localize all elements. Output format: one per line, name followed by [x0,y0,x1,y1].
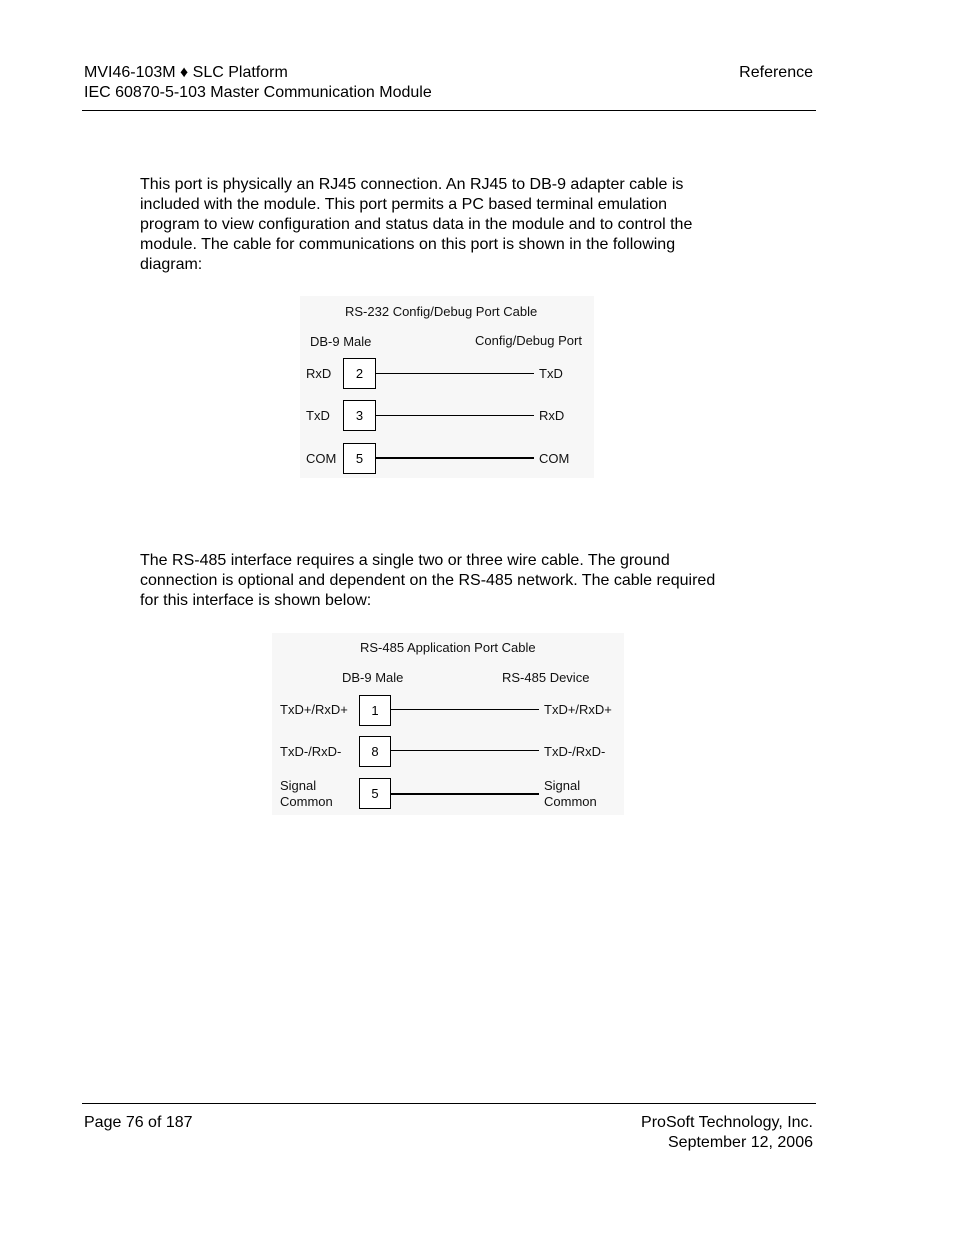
footer-page-number: Page 76 of 187 [84,1114,193,1131]
paragraph-line: included with the module. This port permits a PC based terminal emulation [140,196,668,213]
pin-box: 1 [359,695,391,726]
diagram-title: RS-232 Config/Debug Port Cable [345,304,538,319]
pin-signal-left-line1: Signal [280,778,317,793]
header-product: MVI46-103M ♦ SLC Platform [84,64,288,81]
wire-line [391,750,539,751]
paragraph-line: connection is optional and dependent on the RS-485 network. The cable required [140,572,716,589]
wire-line [391,793,539,795]
diagram-left-header: DB-9 Male [342,670,404,685]
footer-date: September 12, 2006 [668,1134,813,1151]
pin-box: 5 [359,778,391,809]
pin-box: 2 [343,358,376,389]
pin-signal-right-line1: Signal [544,778,581,793]
pin-box: 3 [343,400,376,431]
footer-company: ProSoft Technology, Inc. [641,1114,813,1131]
paragraph-line: module. The cable for communications on this port is shown in the following [140,236,676,253]
diagram-right-header: Config/Debug Port [475,333,582,348]
pin-signal-right-line2: Common [544,794,597,809]
pin-box: 5 [343,443,376,474]
paragraph-line: program to view configuration and status data in the module and to control the [140,216,693,233]
wire-line [376,415,534,416]
pin-signal-left: TxD [306,408,330,423]
diagram-left-header: DB-9 Male [310,334,372,349]
pin-signal-right: TxD+/RxD+ [544,702,612,717]
header-module: IEC 60870-5-103 Master Communication Module [84,84,432,101]
rs232-cable-diagram [300,296,594,478]
paragraph-line: diagram: [140,256,203,273]
paragraph-rs232 [140,175,780,275]
diagram-title: RS-485 Application Port Cable [360,640,536,655]
pin-signal-left: RxD [306,366,332,381]
pin-signal-left: COM [306,451,337,466]
pin-signal-left: TxD+/RxD+ [280,702,348,717]
pin-signal-right: TxD-/RxD- [544,744,606,759]
footer-rule [82,1103,816,1104]
diagram-right-header: RS-485 Device [502,670,590,685]
wire-line [391,709,539,710]
pin-signal-left: TxD-/RxD- [280,744,342,759]
pin-box: 8 [359,736,391,767]
pin-signal-left-line2: Common [280,794,333,809]
pin-signal-right: RxD [539,408,565,423]
wire-line [376,373,534,374]
paragraph-line: for this interface is shown below: [140,592,372,609]
pin-signal-right: TxD [539,366,563,381]
wire-line [376,457,534,459]
paragraph-line: The RS-485 interface requires a single two or three wire cable. The ground [140,552,670,569]
header-section: Reference [739,64,813,81]
pin-signal-right: COM [539,451,570,466]
paragraph-rs485 [140,551,780,611]
header-rule [82,110,816,111]
paragraph-line: This port is physically an RJ45 connection. An RJ45 to DB-9 adapter cable is [140,176,684,193]
rs485-cable-diagram [272,633,624,815]
